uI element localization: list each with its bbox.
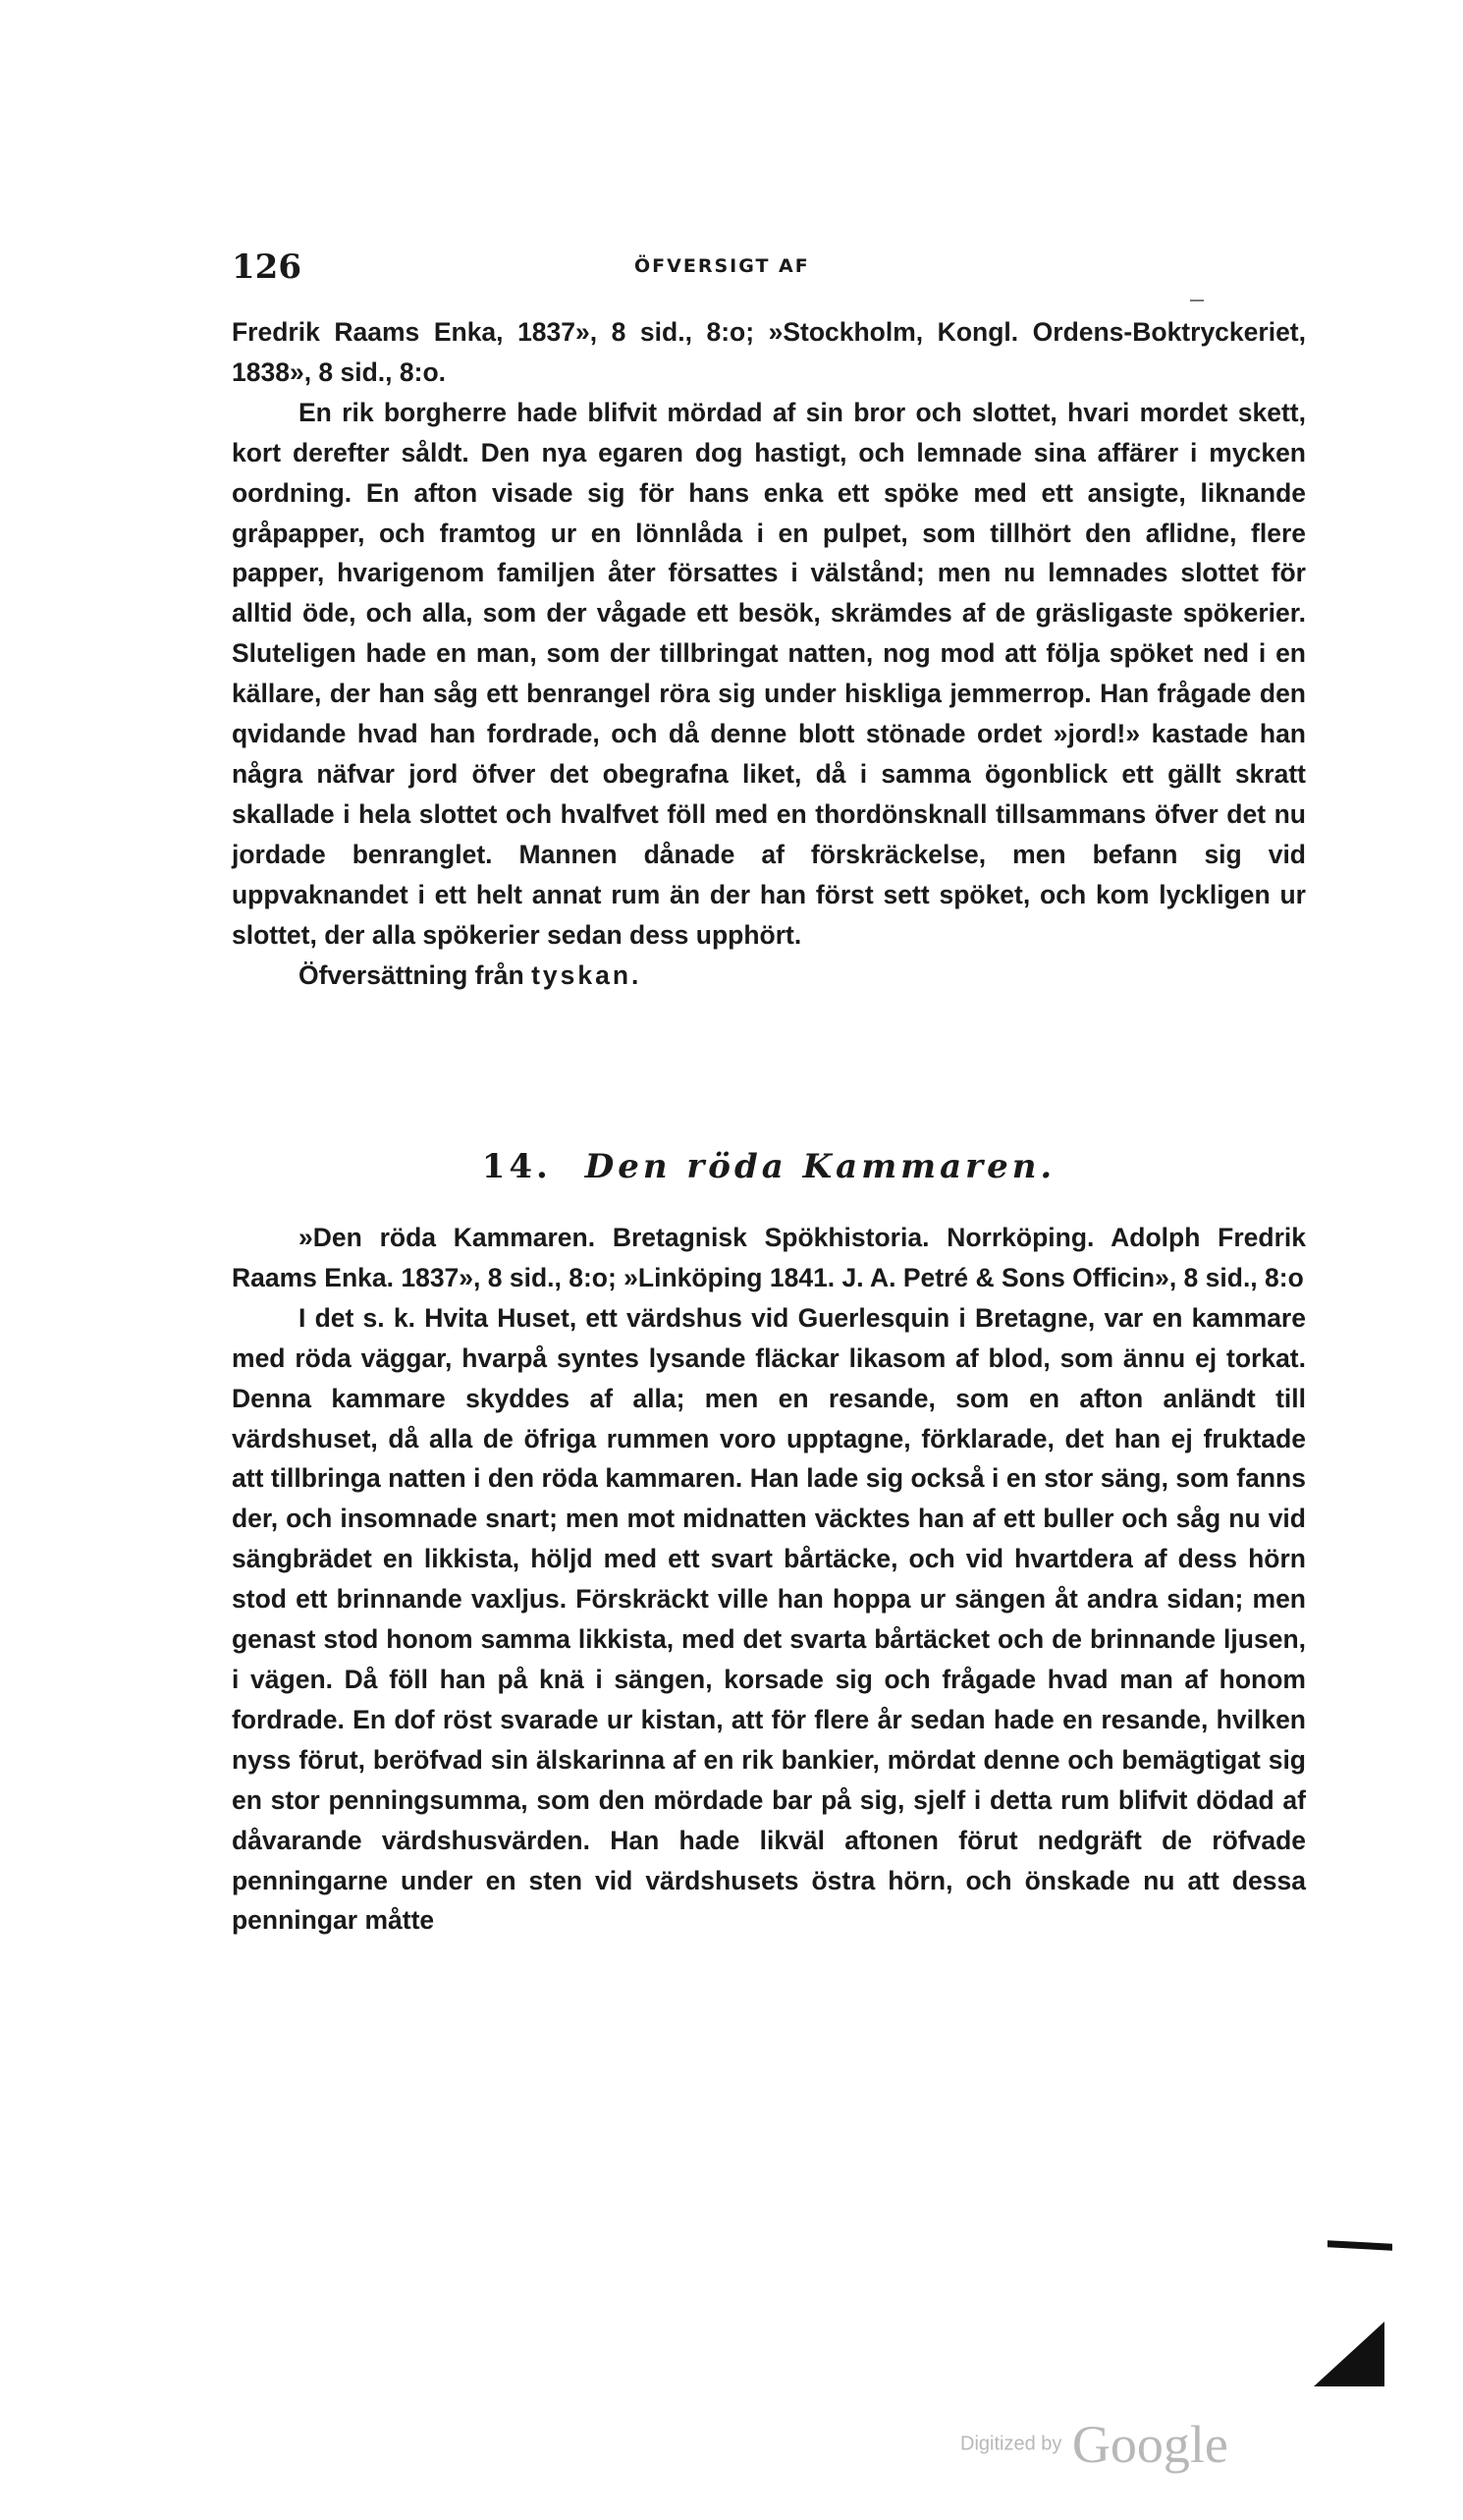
bibliographic-entry: Fredrik Raams Enka, 1837», 8 sid., 8:o; »Stockholm, Kongl. Ordens-Boktryckeriet, 1838», 8 sid., 8:o.	[232, 317, 1306, 387]
translation-note-prefix: Öfversättning från	[298, 959, 532, 990]
running-head: ÖFVERSIGT AF	[634, 255, 810, 277]
margin-ink-mark	[1328, 2240, 1392, 2250]
story-summary-paragraph: En rik borgherre hade blifvit mördad af sin bror och slottet, hvari mordet skett, kort derefter såldt. Den nya egaren dog hastigt, och lemnade sina affärer i mycken oordning. En afton visade sig för hans enka ett spöke med ett ansigte, liknande gråpapper, och framtog ur en lönnlåda i en pulpet, som tillhört den aflidne, flere papper, hvarigenom familjen åter försattes i välstånd; men nu lemnades slottet för alltid öde, och alla, som der vågade ett besök, skrämdes af de gräsligaste spökerier. Sluteligen hade en man, som der tillbringat natten, nog mod att följa spöket ned i en källare, der han såg ett benrangel röra sig under hiskliga jemmerrop. Han frågade den qvidande hvad han fordrade, och då denne blott stönade ordet »jord!» kastade han några näfvar jord öfver det obegrafna liket, då i samma ögonblick ett gällt skratt skallade i hela slottet och hvalfvet föll med en thordönsknall tillsammans öfver det nu jordade benranglet. Mannen dånade af förskräckelse, men befann sig vid uppvaknandet i ett helt annat rum än der han först sett spöket, och kom lyckligen ur slottet, der alla spökerier sedan dess upphört.	[232, 397, 1306, 950]
page-number: 126	[232, 247, 301, 287]
corner-ink-mark	[1314, 2322, 1384, 2386]
header-dash	[1190, 300, 1204, 301]
google-logo: Google	[1071, 2415, 1228, 2474]
section-bibliographic-entry: »Den röda Kammaren. Bretagnisk Spökhistoria. Norrköping. Adolph Fredrik Raams Enka. 1837», 8 sid., 8:o; »Linköping 1841. J. A. Petré & Sons Officin», 8 sid., 8:o	[232, 1223, 1306, 1292]
section-number: 14.	[481, 1147, 552, 1186]
translation-note-language: tyskan.	[531, 959, 642, 990]
section-title: Den röda Kammaren.	[584, 1147, 1057, 1186]
digitization-watermark	[960, 2414, 1228, 2475]
section-story-paragraph: I det s. k. Hvita Huset, ett värdshus vid Guerlesquin i Bretagne, var en kammare med röda väggar, hvarpå syntes lysande fläckar likasom af blod, som ännu ej torkat. Denna kammare skyddes af alla; men en resande, som en afton anländt till värdshuset, då alla de öfriga rummen voro upptagne, förklarade, det han ej fruktade att tillbringa natten i den röda kammaren. Han lade sig också i en stor säng, som fanns der, och insomnade snart; men mot midnatten väcktes han af ett buller och såg nu vid sängbrädet en likkista, höljd med ett svart bårtäcke, och vid hvartdera af dess hörn stod ett brinnande vaxljus. Förskräckt ville han hoppa ur sängen åt andra sidan; men genast stod honom samma likkista, med det svarta bårtäcket och de brinnande ljusen, i vägen. Då föll han på knä i sängen, korsade sig och frågade hvad man af honom fordrade. En dof röst svarade ur kistan, att för flere år sedan hade en resande, hvilken nyss förut, beröfvad sin älskarinna af en rik bankier, mördat denne och bemägtigat sig en stor penningsumma, som den mördade bar på sig, sjelf i detta rum blifvit dödad af dåvarande värdshusvärden. Han hade likväl aftonen förut nedgräft de röfvade penningarne under en sten vid värdshusets östra hörn, och önskade nu att dessa penningar måtte	[232, 1302, 1306, 1936]
section-text-block	[232, 1218, 1306, 1941]
translation-note	[232, 956, 1306, 996]
section-heading	[232, 1147, 1306, 1186]
watermark-prefix: Digitized by	[960, 2433, 1062, 2455]
page-header	[232, 247, 1306, 297]
main-text-block	[232, 312, 1306, 995]
